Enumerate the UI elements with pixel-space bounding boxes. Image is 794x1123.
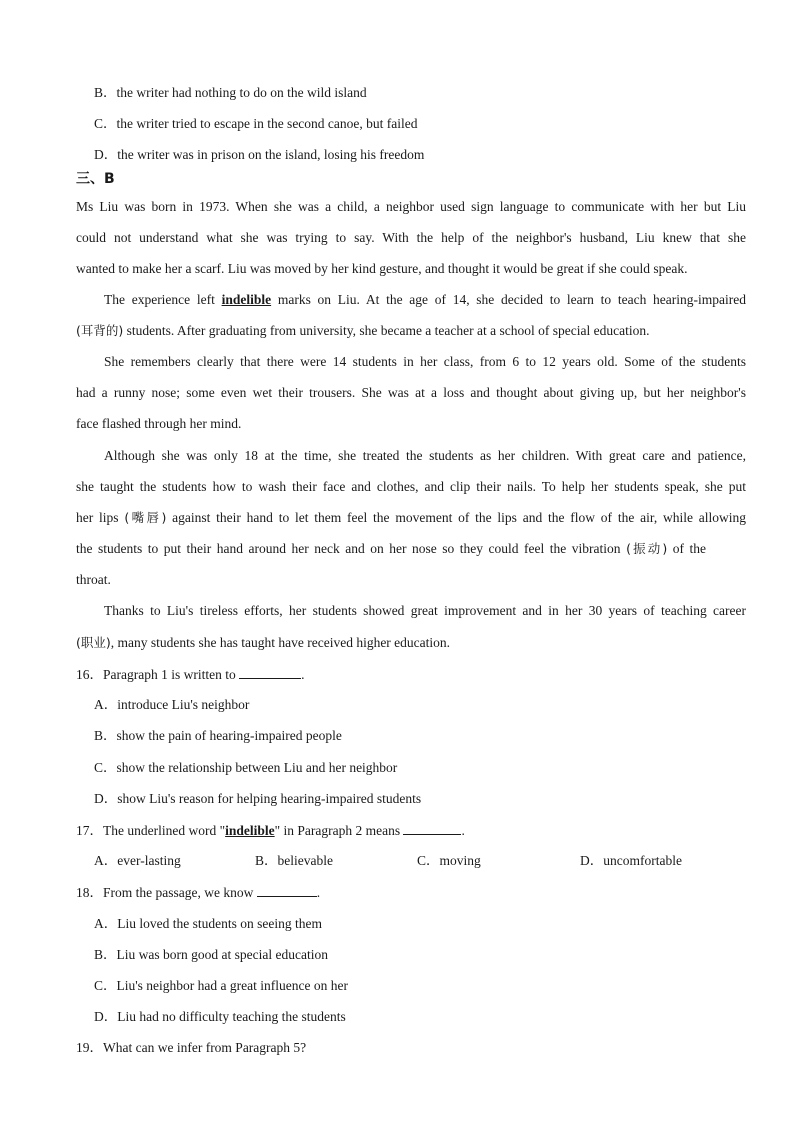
passage-p4-line4: the students to put their hand around her neck and on her nose so they could feel the vibration (振动) of the (76, 541, 706, 556)
q18-option-b: B．Liu was born good at special education (94, 947, 328, 962)
q18-option-c: C．Liu's neighbor had a great influence on her (94, 978, 348, 993)
passage-p4-line1: Although she was only 18 at the time, she treated the students as her children. With great care and patience, (104, 448, 746, 463)
answer-blank (403, 821, 461, 835)
passage-p5-line2: (职业), many students she has taught have received higher education. (76, 635, 451, 650)
passage-p4-line3: her lips (嘴唇) against their hand to let them feel the movement of the lips and the flow of the air, while allowing (76, 510, 747, 525)
underlined-word: indelible (221, 292, 272, 307)
prev-option-b: B．the writer had nothing to do on the wild island (94, 85, 367, 100)
passage-p2-line1: The experience left indelible marks on Liu. At the age of 14, she decided to learn to teach hearing-impaired (104, 292, 746, 307)
question-18-stem: 18．From the passage, we know . (76, 885, 321, 900)
passage-p1-line1: Ms Liu was born in 1973. When she was a child, a neighbor used sign language to communicate with her but Liu (76, 199, 746, 214)
passage-p1-line2: could not understand what she was trying to say. With the help of the neighbor's husband, Liu knew that she (76, 230, 746, 245)
question-17-stem: 17．The underlined word "indelible" in Paragraph 2 means . (76, 823, 465, 838)
prev-option-c: C．the writer tried to escape in the second canoe, but failed (94, 116, 418, 131)
q18-option-d: D．Liu had no difficulty teaching the students (94, 1009, 346, 1024)
passage-p4-line2: she taught the students how to wash their face and clothes, and clip their nails. To help her students speak, she put (76, 479, 746, 494)
underlined-word-ref: indelible (225, 823, 275, 838)
q17-option-b: B．believable (255, 853, 333, 868)
passage-p3-line2: had a runny nose; some even wet their trousers. She was at a loss and thought about giving up, but her neighbor's (76, 385, 746, 400)
question-19-stem: 19．What can we infer from Paragraph 5? (76, 1040, 307, 1055)
q16-option-a: A．introduce Liu's neighbor (94, 697, 250, 712)
passage-p3-line1: She remembers clearly that there were 14 students in her class, from 6 to 12 years old. Some of the students (104, 354, 746, 369)
q16-option-d: D．show Liu's reason for helping hearing-impaired students (94, 791, 422, 806)
prev-option-d: D．the writer was in prison on the island, losing his freedom (94, 147, 425, 162)
q17-option-d: D．uncomfortable (580, 853, 682, 868)
passage-p4-line5: throat. (76, 572, 111, 587)
passage-p1-line3: wanted to make her a scarf. Liu was moved by her kind gesture, and thought it would be great if she could speak. (76, 261, 688, 276)
q18-option-a: A．Liu loved the students on seeing them (94, 916, 322, 931)
answer-blank (257, 883, 317, 897)
q17-option-a: A．ever-lasting (94, 853, 181, 868)
section-heading: 三、B (76, 171, 115, 187)
passage-p2-line2: (耳背的) students. After graduating from university, she became a teacher at a school of special education. (76, 323, 650, 338)
q16-option-c: C．show the relationship between Liu and her neighbor (94, 760, 398, 775)
passage-p3-line3: face flashed through her mind. (76, 416, 242, 431)
question-16-stem: 16．Paragraph 1 is written to . (76, 667, 305, 682)
passage-p5-line1: Thanks to Liu's tireless efforts, her students showed great improvement and in her 30 years of teaching career (104, 603, 746, 618)
q17-option-c: C．moving (417, 853, 481, 868)
q16-option-b: B．show the pain of hearing-impaired people (94, 728, 342, 743)
answer-blank (239, 665, 301, 679)
